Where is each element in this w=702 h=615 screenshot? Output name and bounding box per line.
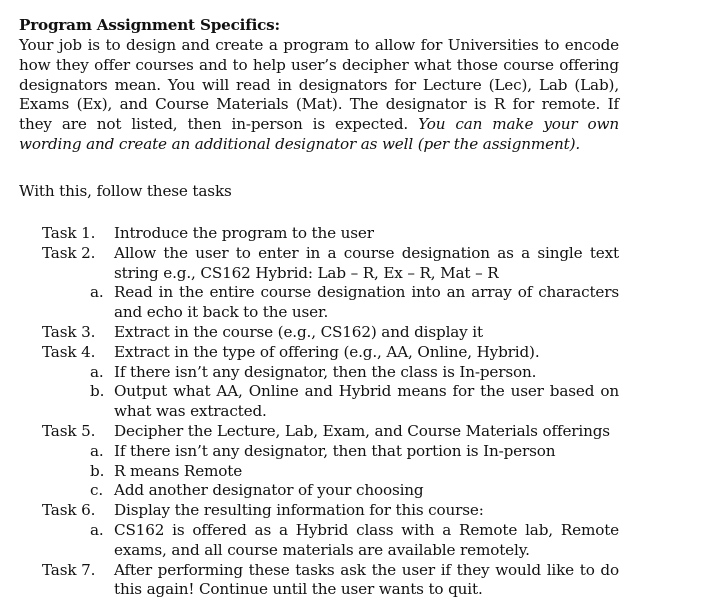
task-item (0, 244, 702, 284)
subtask-item (0, 481, 702, 501)
subtask-item (0, 442, 702, 462)
subtask-text: Read in the entire course designation into an array of characters and echo it back to the user. (114, 283, 619, 322)
task-item (0, 343, 702, 363)
subtask-label: a. (90, 362, 104, 381)
task-item (0, 561, 702, 601)
task-text: Allow the user to enter in a course designation as a single text string e.g., CS162 Hybrid: Lab – R, Ex – R, Mat – R (114, 243, 619, 282)
subtask-item (0, 462, 702, 482)
subtask-item (0, 382, 702, 422)
subtask-item (0, 283, 702, 323)
task-text: Display the resulting information for this course: (114, 501, 484, 520)
task-label: Task 6. (42, 501, 96, 520)
task-item (0, 323, 702, 343)
subtask-text: If there isn’t any designator, then that portion is In-person (114, 441, 556, 460)
task-label: Task 1. (42, 224, 96, 242)
task-text: Extract in the course (e.g., CS162) and display it (114, 322, 483, 341)
task-text: Introduce the program to the user (114, 224, 374, 242)
intro-paragraph (19, 36, 619, 155)
task-text: After performing these tasks ask the user if they would like to do this again! Continue until the user wants to quit. (114, 560, 619, 599)
section-heading: Program Assignment Specifics: (19, 16, 280, 34)
task-label: Task 4. (42, 342, 96, 361)
subtask-text: If there isn’t any designator, then the class is In-person. (114, 362, 537, 381)
subtask-label: b. (90, 382, 105, 401)
intro-text: Your job is to design and create a program to allow for Universities to encode how they offer courses and to help user’s decipher what those course offering designators mean. You will read in designators for Lecture (Lec), Lab (Lab), Exams (Ex), and Course Materials (Mat). The designator is R for remote. If they are not listed, then in-person is expected. (19, 36, 619, 134)
subtask-text: Add another designator of your choosing (114, 481, 424, 500)
subtask-label: a. (90, 283, 104, 302)
task-item (0, 422, 702, 442)
subtask-item (0, 521, 702, 561)
task-text: Extract in the type of offering (e.g., AA, Online, Hybrid). (114, 342, 540, 361)
subtask-label: a. (90, 520, 104, 539)
subtask-item (0, 363, 702, 383)
subtask-text: CS162 is offered as a Hybrid class with a Remote lab, Remote exams, and all course materials are available remotely. (114, 520, 619, 559)
task-label: Task 2. (42, 243, 96, 262)
task-label: Task 7. (42, 560, 96, 579)
tasks-lead-in: With this, follow these tasks (19, 182, 232, 200)
intro-italic-note: You can make your own wording and create an additional designator as well (per the assignment). (19, 115, 619, 153)
task-list (0, 224, 702, 600)
subtask-text: R means Remote (114, 461, 243, 480)
task-item (0, 224, 702, 244)
task-label: Task 5. (42, 421, 96, 440)
subtask-label: c. (90, 481, 104, 500)
task-item (0, 501, 702, 521)
task-label: Task 3. (42, 322, 96, 341)
subtask-label: a. (90, 441, 104, 460)
subtask-text: Output what AA, Online and Hybrid means for the user based on what was extracted. (114, 382, 619, 421)
task-text: Decipher the Lecture, Lab, Exam, and Course Materials offerings (114, 421, 610, 440)
subtask-label: b. (90, 461, 105, 480)
